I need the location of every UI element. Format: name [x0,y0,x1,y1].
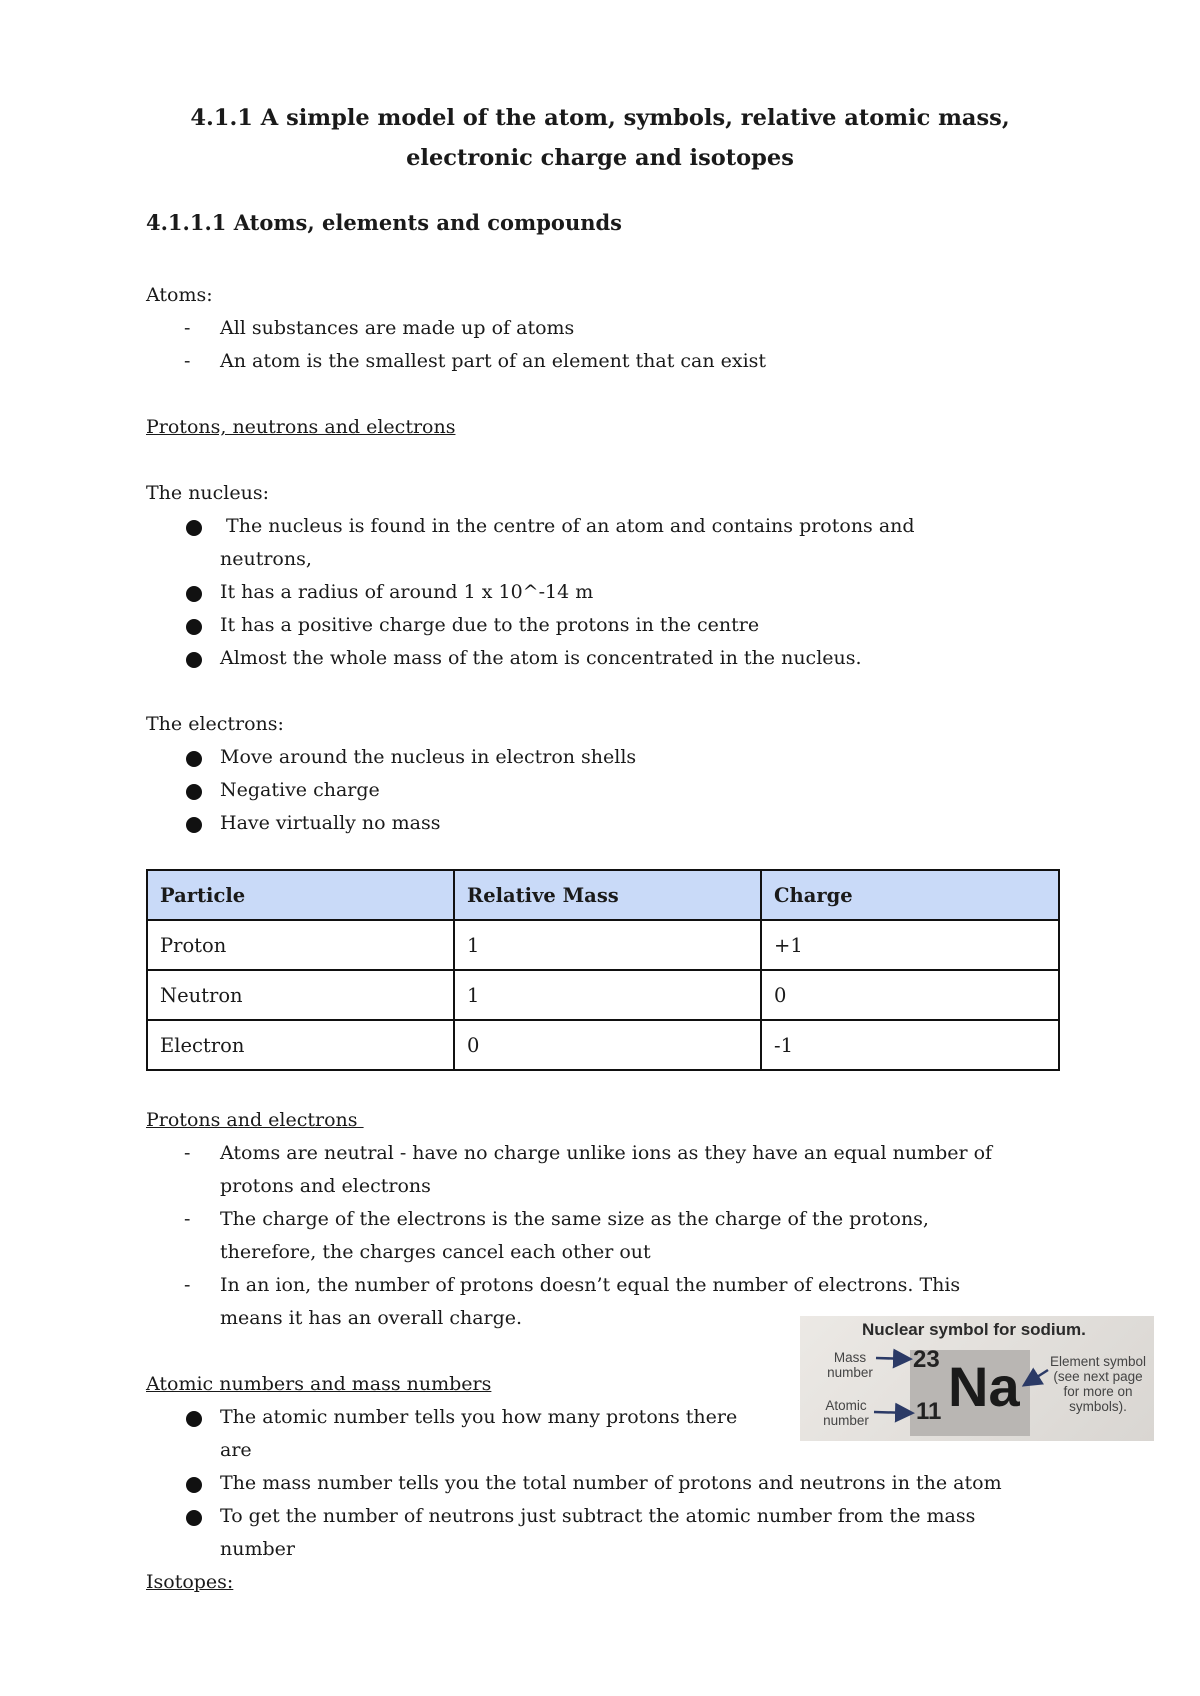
isotopes-heading: Isotopes: [146,1571,234,1593]
bullet-dot [186,652,202,668]
mass-number: 23 [913,1346,940,1373]
label-line: (see next page [1053,1369,1143,1384]
bullet-dot [186,619,202,635]
amn-item: The atomic number tells you how many protons there [220,1406,738,1428]
nucleus-item: It has a radius of around 1 x 10^-14 m [220,581,594,603]
nuclear-symbol-image [800,1316,1154,1441]
dash-bullet: - [184,1142,191,1164]
table-cell: 1 [454,920,761,970]
nucleus-item-cont: neutrons, [220,548,312,570]
atoms-label: Atoms: [146,284,213,306]
nucleus-item: The nucleus is found in the centre of an atom and contains protons and [220,515,915,537]
pne-heading: Protons, neutrons and electrons [146,416,456,438]
table-header-cell: Particle [147,870,454,920]
bullet-dot [186,1510,202,1526]
dash-bullet: - [184,350,191,372]
table-cell: Electron [147,1020,454,1070]
table-cell: Neutron [147,970,454,1020]
table-cell: -1 [761,1020,1059,1070]
table-header-row [147,870,1059,920]
bullet-dot [186,1411,202,1427]
amn-item: To get the number of neutrons just subtract the atomic number from the mass [220,1505,976,1527]
title-line-1: 4.1.1 A simple model of the atom, symbols, relative atomic mass, [190,105,1010,131]
title-line-2: electronic charge and isotopes [406,145,794,171]
amn-item-cont: are [220,1439,252,1461]
pe-item-cont: protons and electrons [220,1175,431,1197]
dash-bullet: - [184,317,191,339]
bullet-dot [186,586,202,602]
electrons-item: Move around the nucleus in electron shells [220,746,637,768]
mass-arrow-icon [876,1358,908,1359]
bullet-dot [186,784,202,800]
bullet-dot [186,520,202,536]
pe-item-cont: means it has an overall charge. [220,1307,523,1329]
electrons-item: Negative charge [220,779,380,801]
table-cell: +1 [761,920,1059,970]
label-line: symbols). [1069,1399,1127,1414]
table-row [147,1020,1059,1070]
pe-item: In an ion, the number of protons doesn’t equal the number of electrons. This [220,1274,961,1296]
particle-table [146,869,1060,1071]
table-header-cell: Relative Mass [454,870,761,920]
bullet-dot [186,1477,202,1493]
electrons-label: The electrons: [146,713,284,735]
table-row [147,920,1059,970]
pe-item: Atoms are neutral - have no charge unlike ions as they have an equal number of [220,1142,993,1164]
nucleus-item: It has a positive charge due to the protons in the centre [220,614,760,636]
label-line: number [827,1365,873,1380]
section-heading: 4.1.1.1 Atoms, elements and compounds [146,210,622,235]
nuclear-symbol-title: Nuclear symbol for sodium. [862,1320,1086,1339]
symbol-arrow-icon [1026,1370,1048,1384]
arrows-icon [800,1316,1154,1441]
amn-heading: Atomic numbers and mass numbers [146,1373,492,1395]
pe-item: The charge of the electrons is the same size as the charge of the protons, [220,1208,929,1230]
label-line: Element symbol [1049,1354,1147,1369]
table-row [147,970,1059,1020]
atoms-item: All substances are made up of atoms [220,317,575,339]
amn-item: The mass number tells you the total number of protons and neutrons in the atom [220,1472,1002,1494]
nucleus-item: Almost the whole mass of the atom is concentrated in the nucleus. [220,647,862,669]
bullet-dot [186,817,202,833]
dash-bullet: - [184,1208,191,1230]
label-line: Atomic [825,1398,867,1413]
table-header-cell: Charge [761,870,1059,920]
atomic-arrow-icon [874,1412,910,1413]
table-cell: 0 [761,970,1059,1020]
table-cell: 0 [454,1020,761,1070]
label-line: for more on [1063,1384,1133,1399]
page-title [100,98,1100,178]
nucleus-label: The nucleus: [146,482,270,504]
label-line: Mass [833,1350,867,1365]
dash-bullet: - [184,1274,191,1296]
electrons-item: Have virtually no mass [220,812,441,834]
table-cell: 1 [454,970,761,1020]
pe-heading: Protons and electrons [146,1109,364,1131]
element-symbol: Na [948,1355,1020,1418]
bullet-dot [186,751,202,767]
atomic-number: 11 [916,1398,942,1425]
table-cell: Proton [147,920,454,970]
pe-item-cont: therefore, the charges cancel each other out [220,1241,651,1263]
atoms-item: An atom is the smallest part of an element that can exist [220,350,767,372]
amn-item-cont: number [220,1538,295,1560]
label-line: number [823,1413,869,1428]
